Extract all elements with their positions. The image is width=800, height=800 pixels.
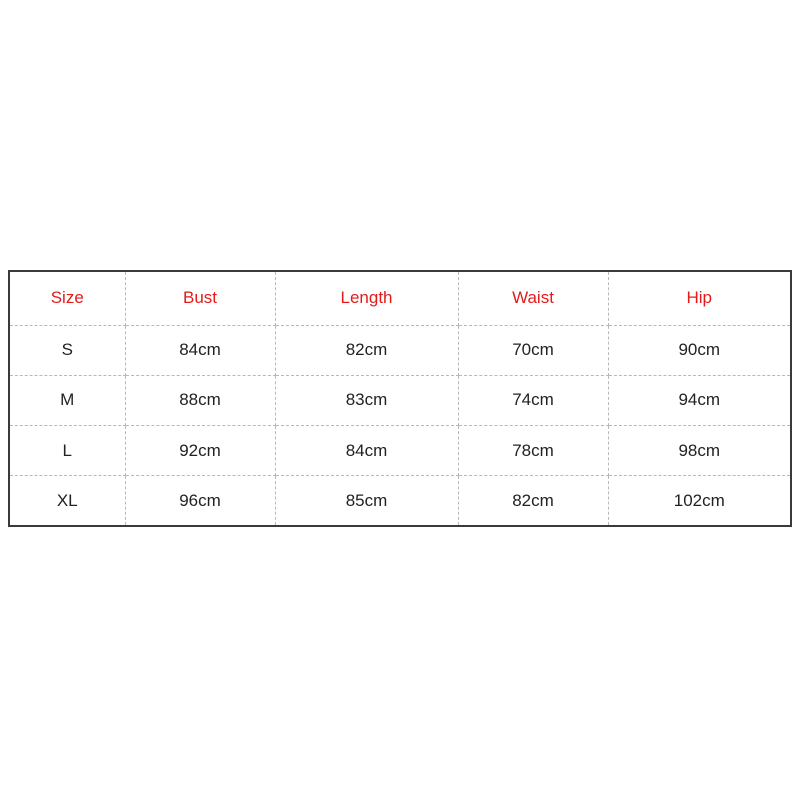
column-header-hip: Hip xyxy=(608,271,791,325)
size-cell: L xyxy=(9,426,125,476)
table-header-row xyxy=(9,271,791,325)
length-cell: 83cm xyxy=(275,375,458,425)
hip-cell: 102cm xyxy=(608,476,791,526)
size-cell: XL xyxy=(9,476,125,526)
column-header-bust: Bust xyxy=(125,271,275,325)
waist-cell: 74cm xyxy=(458,375,608,425)
bust-cell: 84cm xyxy=(125,325,275,375)
table-row xyxy=(9,325,791,375)
table-row xyxy=(9,375,791,425)
waist-cell: 70cm xyxy=(458,325,608,375)
hip-cell: 98cm xyxy=(608,426,791,476)
length-cell: 84cm xyxy=(275,426,458,476)
bust-cell: 88cm xyxy=(125,375,275,425)
table-row xyxy=(9,476,791,526)
waist-cell: 82cm xyxy=(458,476,608,526)
size-chart-table xyxy=(8,270,792,527)
length-cell: 85cm xyxy=(275,476,458,526)
bust-cell: 96cm xyxy=(125,476,275,526)
hip-cell: 90cm xyxy=(608,325,791,375)
size-cell: M xyxy=(9,375,125,425)
table-row xyxy=(9,426,791,476)
column-header-waist: Waist xyxy=(458,271,608,325)
waist-cell: 78cm xyxy=(458,426,608,476)
size-cell: S xyxy=(9,325,125,375)
column-header-size: Size xyxy=(9,271,125,325)
length-cell: 82cm xyxy=(275,325,458,375)
hip-cell: 94cm xyxy=(608,375,791,425)
column-header-length: Length xyxy=(275,271,458,325)
bust-cell: 92cm xyxy=(125,426,275,476)
